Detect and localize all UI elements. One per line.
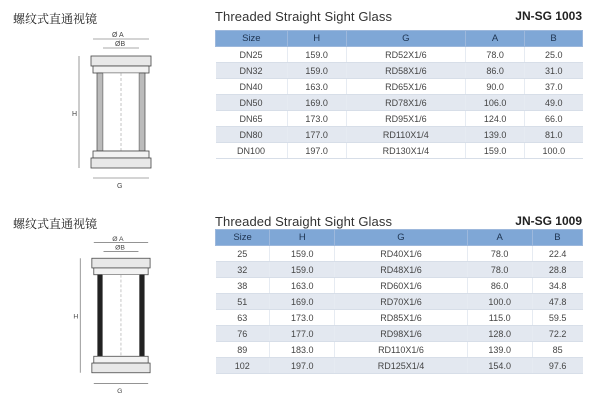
- cell: 102: [216, 358, 270, 374]
- table-header-row: [216, 230, 583, 246]
- cell: 197.0: [287, 143, 346, 159]
- table-row: [216, 278, 583, 294]
- cell: RD95X1/6: [346, 111, 465, 127]
- cell: 85: [532, 342, 582, 358]
- cell: DN65: [216, 111, 288, 127]
- cell: 159.0: [270, 262, 335, 278]
- cell: RD60X1/6: [335, 278, 467, 294]
- cell: RD98X1/6: [335, 326, 467, 342]
- cell: 106.0: [466, 95, 525, 111]
- dim-b-label: ØB: [115, 244, 125, 252]
- cell: 37.0: [525, 79, 583, 95]
- cell: 128.0: [467, 326, 532, 342]
- cell: 34.8: [532, 278, 582, 294]
- cell: 139.0: [467, 342, 532, 358]
- cell: 72.2: [532, 326, 582, 342]
- sight-glass-drawing: [55, 233, 185, 398]
- table-row: [216, 47, 583, 63]
- model-number: JN-SG 1009: [515, 214, 582, 228]
- cell: 159.0: [466, 143, 525, 159]
- cell: DN80: [216, 127, 288, 143]
- cell: DN32: [216, 63, 288, 79]
- cell: 197.0: [270, 358, 335, 374]
- cell: 81.0: [525, 127, 583, 143]
- cell: RD110X1/6: [335, 342, 467, 358]
- cell: 124.0: [466, 111, 525, 127]
- cell: RD130X1/4: [346, 143, 465, 159]
- cell: RD110X1/4: [346, 127, 465, 143]
- header-a: A: [466, 31, 525, 47]
- table-row: [216, 342, 583, 358]
- cell: 78.0: [467, 262, 532, 278]
- table-row: [216, 127, 583, 143]
- dim-b-label: ØB: [115, 41, 126, 48]
- cell: 49.0: [525, 95, 583, 111]
- cell: 86.0: [466, 63, 525, 79]
- spec-table-1009: [215, 229, 583, 374]
- dim-h-label: H: [73, 313, 79, 321]
- cell: 159.0: [287, 63, 346, 79]
- cell: 154.0: [467, 358, 532, 374]
- table-row: [216, 310, 583, 326]
- table-row: [216, 63, 583, 79]
- cell: 177.0: [270, 326, 335, 342]
- table-header-row: [216, 31, 583, 47]
- cell: RD48X1/6: [335, 262, 467, 278]
- cell: 28.8: [532, 262, 582, 278]
- header-size: Size: [216, 31, 288, 47]
- table-row: [216, 326, 583, 342]
- cell: 66.0: [525, 111, 583, 127]
- cell: 63: [216, 310, 270, 326]
- cell: 86.0: [467, 278, 532, 294]
- dim-a-label: Ø A: [112, 235, 124, 243]
- cell: 173.0: [270, 310, 335, 326]
- dim-g-label: G: [117, 183, 123, 190]
- cell: 173.0: [287, 111, 346, 127]
- english-title: Threaded Straight Sight Glass: [215, 9, 393, 24]
- spec-table-1003: [215, 30, 583, 159]
- header-h: H: [270, 230, 335, 246]
- cell: 163.0: [287, 79, 346, 95]
- cell: RD70X1/6: [335, 294, 467, 310]
- dim-g-label: G: [117, 388, 123, 396]
- chinese-title: 螺纹式直通视镜: [13, 217, 98, 231]
- cell: 90.0: [466, 79, 525, 95]
- cell: 183.0: [270, 342, 335, 358]
- table-row: [216, 95, 583, 111]
- cell: RD125X1/4: [335, 358, 467, 374]
- table-row: [216, 111, 583, 127]
- cell: 25.0: [525, 47, 583, 63]
- dim-a-label: Ø A: [112, 32, 124, 39]
- cell: 78.0: [467, 246, 532, 262]
- cell: 159.0: [270, 246, 335, 262]
- cell: 76: [216, 326, 270, 342]
- cell: 38: [216, 278, 270, 294]
- header-b: B: [525, 31, 583, 47]
- spec-section-1003: [0, 0, 600, 205]
- cell: RD65X1/6: [346, 79, 465, 95]
- cell: 177.0: [287, 127, 346, 143]
- english-title: Threaded Straight Sight Glass: [215, 214, 393, 229]
- cell: 78.0: [466, 47, 525, 63]
- header-g: G: [335, 230, 467, 246]
- cell: 169.0: [270, 294, 335, 310]
- cell: 163.0: [270, 278, 335, 294]
- cell: DN40: [216, 79, 288, 95]
- model-number: JN-SG 1003: [515, 9, 582, 23]
- table-row: [216, 358, 583, 374]
- cell: 89: [216, 342, 270, 358]
- cell: RD85X1/6: [335, 310, 467, 326]
- header-g: G: [346, 31, 465, 47]
- cell: 32: [216, 262, 270, 278]
- header-b: B: [532, 230, 582, 246]
- cell: 59.5: [532, 310, 582, 326]
- header-a: A: [467, 230, 532, 246]
- cell: 139.0: [466, 127, 525, 143]
- cell: 169.0: [287, 95, 346, 111]
- cell: 159.0: [287, 47, 346, 63]
- dim-h-label: H: [72, 111, 78, 118]
- cell: DN50: [216, 95, 288, 111]
- header-size: Size: [216, 230, 270, 246]
- header-h: H: [287, 31, 346, 47]
- table-row: [216, 143, 583, 159]
- cell: RD78X1/6: [346, 95, 465, 111]
- cell: 115.0: [467, 310, 532, 326]
- table-row: [216, 79, 583, 95]
- chinese-title: 螺纹式直通视镜: [13, 12, 98, 26]
- cell: 100.0: [467, 294, 532, 310]
- cell: 31.0: [525, 63, 583, 79]
- table-row: [216, 262, 583, 278]
- cell: DN25: [216, 47, 288, 63]
- cell: 97.6: [532, 358, 582, 374]
- cell: RD40X1/6: [335, 246, 467, 262]
- cell: RD58X1/6: [346, 63, 465, 79]
- table-row: [216, 294, 583, 310]
- spec-section-1009: [0, 205, 600, 416]
- cell: 47.8: [532, 294, 582, 310]
- cell: DN100: [216, 143, 288, 159]
- cell: 25: [216, 246, 270, 262]
- cell: 22.4: [532, 246, 582, 262]
- table-row: [216, 246, 583, 262]
- sight-glass-drawing: [55, 28, 185, 193]
- cell: 100.0: [525, 143, 583, 159]
- cell: RD52X1/6: [346, 47, 465, 63]
- cell: 51: [216, 294, 270, 310]
